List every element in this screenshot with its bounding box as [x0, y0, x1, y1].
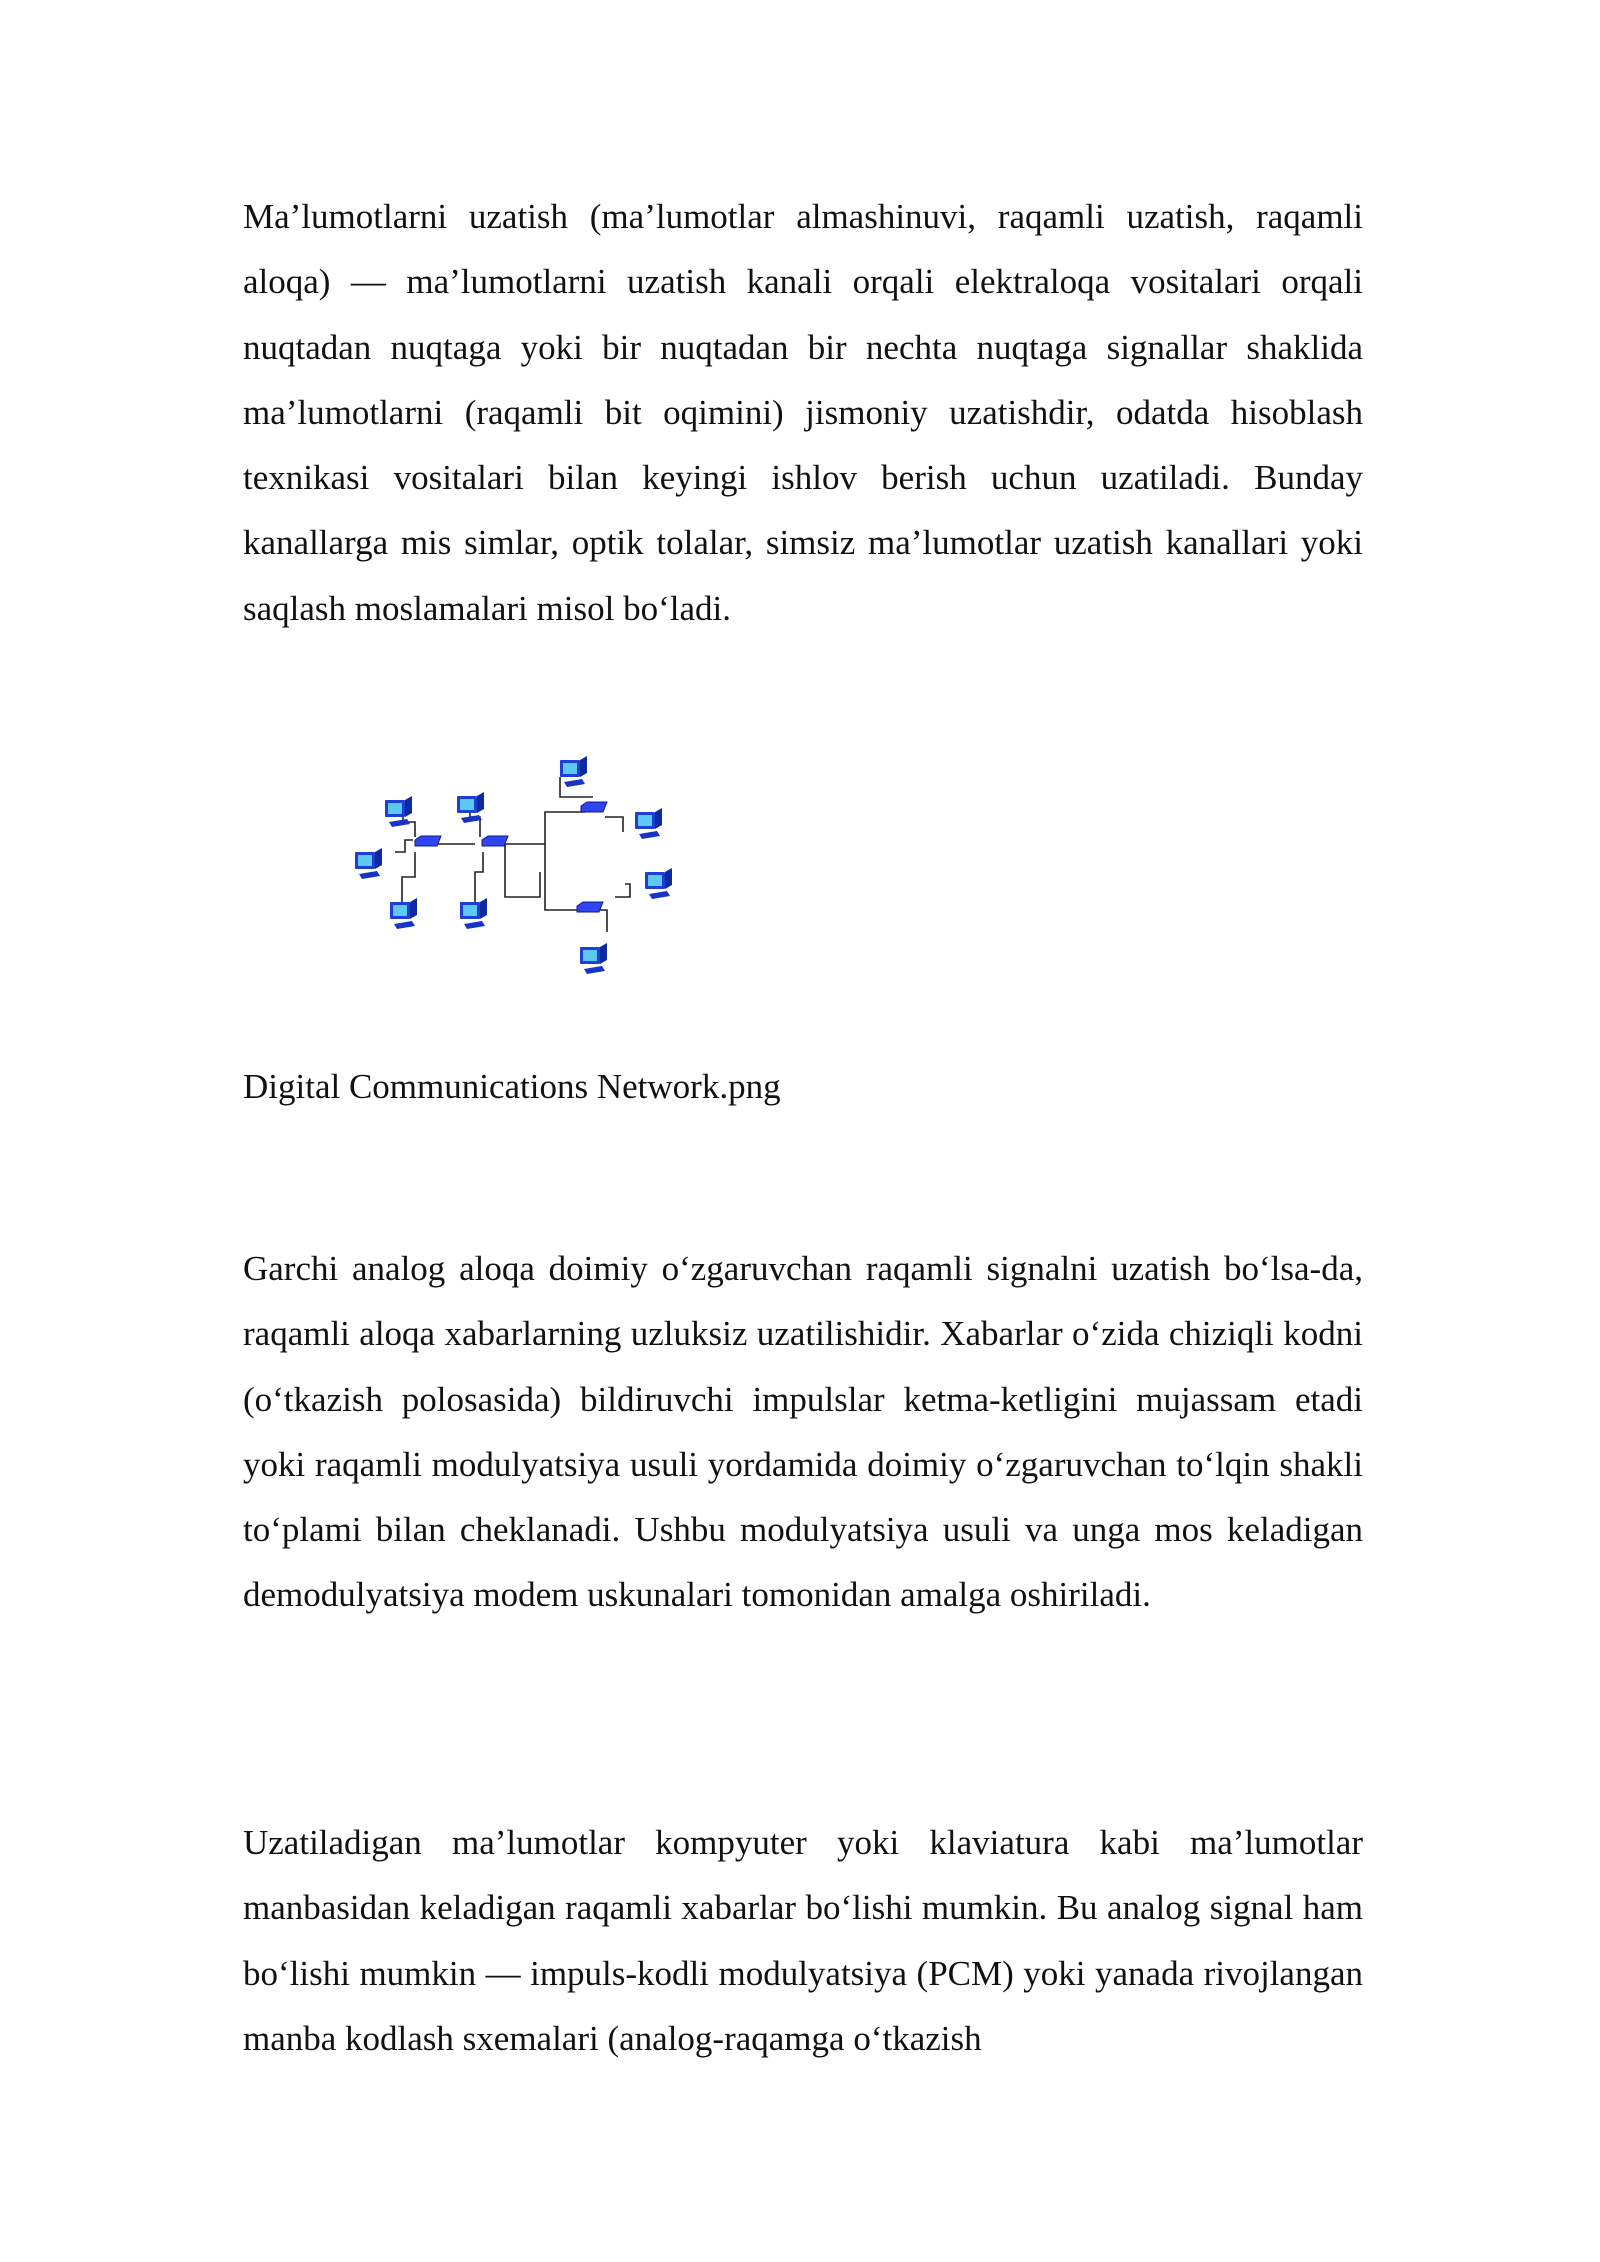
network-cable	[590, 910, 607, 932]
figure-caption: Digital Communications Network.png	[243, 1067, 781, 1106]
network-switch-icon	[581, 802, 607, 812]
network-switch-icon	[577, 902, 603, 912]
network-cable	[545, 844, 577, 910]
paragraph-transmitted-data: Uzatiladigan ma’lumotlar kompyuter yoki klaviatura kabi ma’lumotlar manbasidan keladigan raqamli xabarlar bo‘lishi mumkin. Bu analog signal ham bo‘lishi mumkin — impuls-kodli modulyatsiya (PCM) yoki yanada rivojlangan manba kodlash sxemalari (analog-raqamga o‘tkazish	[243, 1823, 1363, 2058]
network-cable	[475, 852, 483, 902]
network-cable	[402, 852, 415, 904]
network-switch-icon	[415, 836, 441, 846]
paragraph-analog-vs-digital: Garchi analog aloqa doimiy o‘zgaruvchan raqamli signalni uzatish bo‘lsa-da, raqamli aloqa xabarlarning uzluksiz uzatilishidir. Xabarlar o‘zida chiziqli kodni (o‘tkazish polosasida) bildiruvchi impulslar ketma-ketligini mujassam etadi yoki raqamli modulyatsiya usuli yordamida doimiy o‘zgaruvchan to‘lqin shakli to‘plami bilan cheklanadi. Ushbu modulyatsiya usuli va unga mos keladigan demodulyatsiya modem uskunalari tomonidan amalga oshiriladi.	[243, 1249, 1363, 1615]
paragraph-data-transmission: Ma’lumotlarni uzatish (ma’lumotlar almashinuvi, raqamli uzatish, raqamli aloqa) — ma’lumotlarni uzatish kanali orqali elektraloqa vositalari orqali nuqtadan nuqtaga yoki bir nuqtadan bir nechta nuqtaga signallar shaklida ma’lumotlarni (raqamli bit oqimini) jismoniy uzatishdir, odatda hisoblash texnikasi vositalari bilan keyingi ishlov berish uchun uzatiladi. Bunday kanallarga mis simlar, optik tolalar, simsiz ma’lumotlar uzatish kanallari yoki saqlash moslamalari misol bo‘ladi.	[243, 197, 1363, 628]
network-cable	[505, 844, 540, 897]
network-cable	[495, 812, 585, 844]
network-diagram-icon	[345, 752, 715, 1007]
network-cable	[605, 817, 623, 832]
network-cable	[395, 840, 413, 852]
network-switch-icon	[482, 836, 508, 846]
network-cable	[615, 884, 630, 897]
